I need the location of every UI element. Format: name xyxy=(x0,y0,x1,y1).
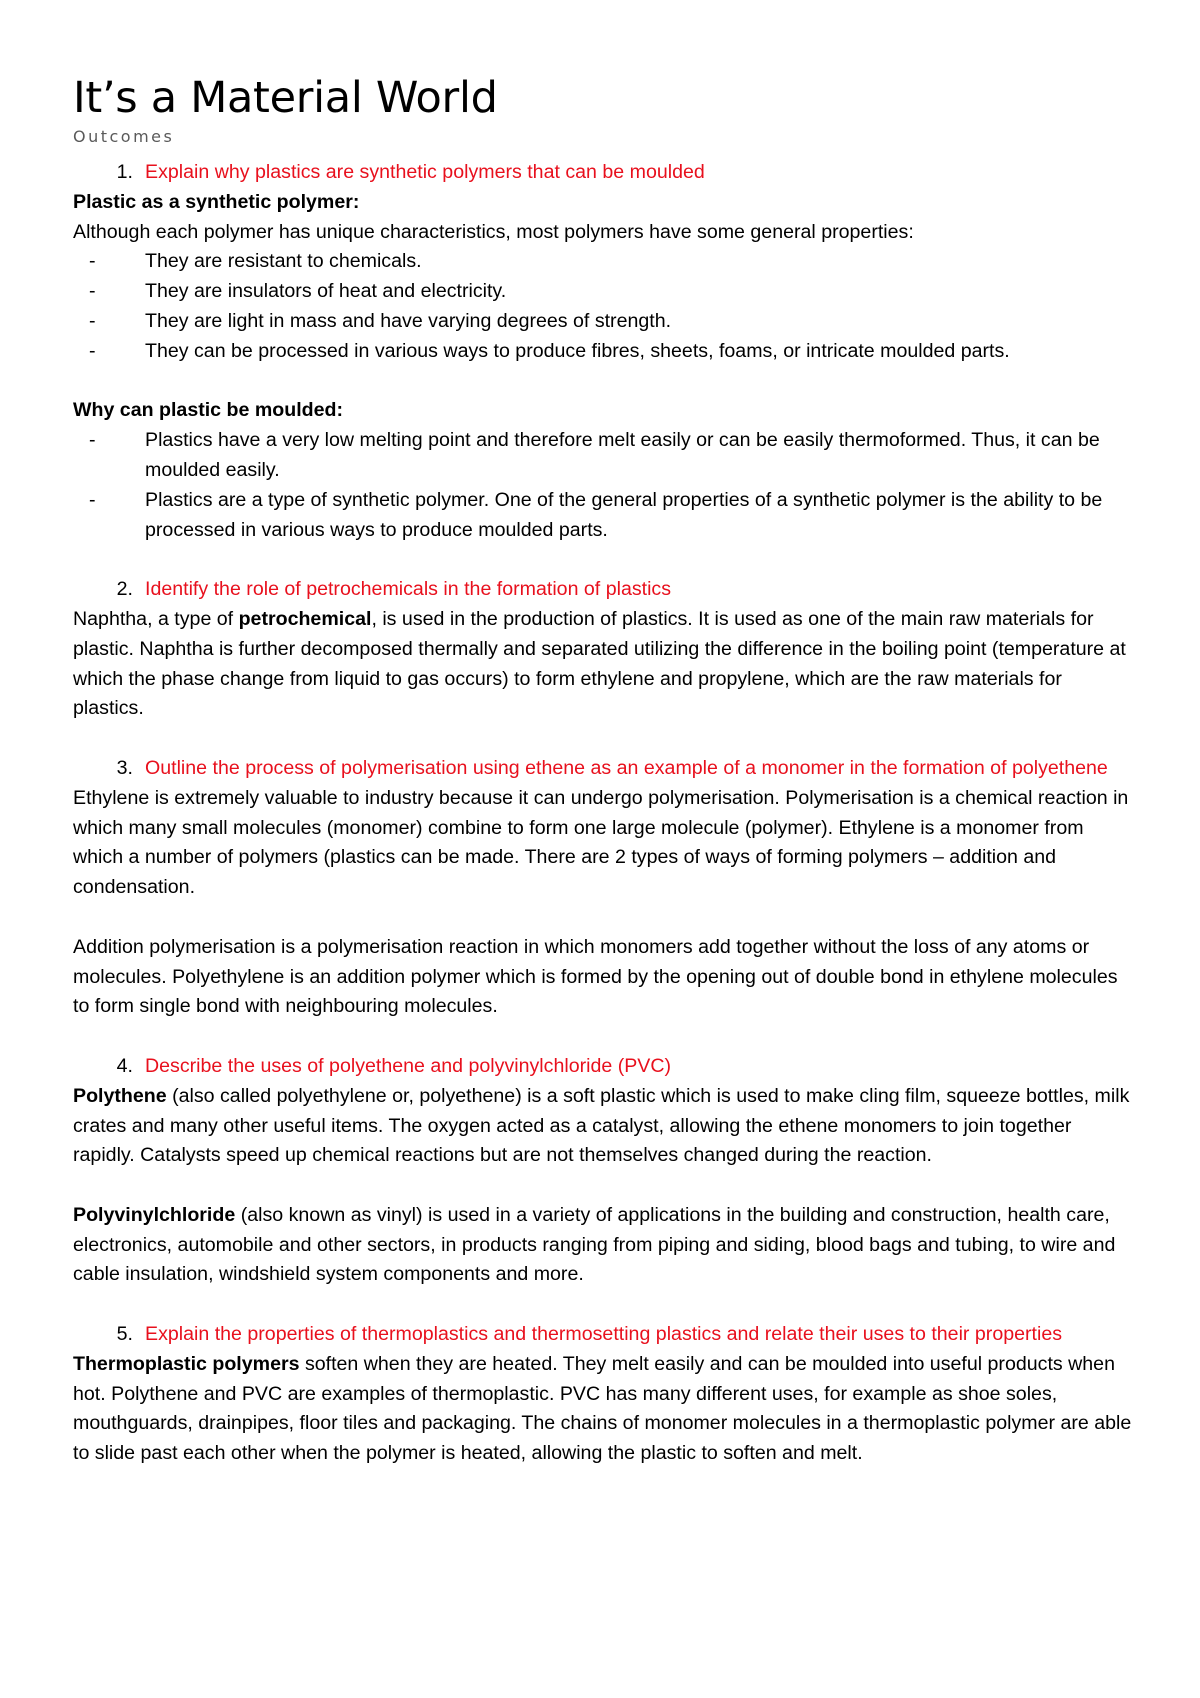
outcome-number: 3. xyxy=(116,756,133,779)
list-dash: - xyxy=(89,488,96,511)
document-page xyxy=(73,72,1133,1469)
outcome-number: 1. xyxy=(116,161,133,183)
subheading-why-moulded: Why can plastic be moulded: xyxy=(73,399,343,422)
list-item: - Plastics have a very low melting point and therefore melt easily or can be easily thermoformed. Thus, it can be moulded easily. xyxy=(73,426,1133,486)
outcome-1-heading xyxy=(73,158,1133,188)
paragraph-addition-polymerisation: Addition polymerisation is a polymerisation reaction in which monomers add together without the loss of any atoms or molecules. Polyethylene is an addition polymer which is formed by the opening out of double bond in ethylene molecules to form single bond with neighbouring molecules. xyxy=(73,935,1118,1018)
list-dash: - xyxy=(89,309,96,332)
paragraph-ethylene: Ethylene is extremely valuable to industry because it can undergo polymerisation. Polymerisation is a chemical reaction in which many small molecules (monomer) combine to form one large molecule (polymer). Ethylene is a monomer from which a number of polymers (plastics can be made. There are 2 types of ways of forming polymers – addition and condensation. xyxy=(73,786,1129,899)
moulded-reasons-list xyxy=(73,426,1133,545)
document-body xyxy=(73,158,1133,1469)
list-item: - They are light in mass and have varying degrees of strength. xyxy=(73,307,1133,337)
list-dash: - xyxy=(89,250,96,273)
list-dash: - xyxy=(89,280,96,303)
outcome-heading-text: Explain the properties of thermoplastics and thermosetting plastics and relate their uses to their properties xyxy=(145,1323,1063,1346)
outcome-heading-text: Outline the process of polymerisation using ethene as an example of a monomer in the formation of polyethene xyxy=(145,756,1108,779)
list-item: - They are resistant to chemicals. xyxy=(73,247,1133,277)
list-dash: - xyxy=(89,429,96,452)
subheading-synthetic-polymer: Plastic as a synthetic polymer: xyxy=(73,190,360,213)
paragraph-naphtha: Naphtha, a type of petrochemical, is used in the production of plastics. It is used as one of the main raw materials for plastic. Naphtha is further decomposed thermally and separated utilizing the difference in the boiling point (temperature at which the phase change from liquid to gas occurs) to form ethylene and propylene, which are the raw materials for plastics. xyxy=(73,607,1126,720)
document-subtitle: Outcomes xyxy=(73,127,175,146)
list-item: - They are insulators of heat and electricity. xyxy=(73,277,1133,307)
list-item: - Plastics are a type of synthetic polymer. One of the general properties of a synthetic polymer is the ability to be processed in various ways to produce moulded parts. xyxy=(73,486,1133,546)
outcome-heading-text: Identify the role of petrochemicals in the formation of plastics xyxy=(145,578,672,601)
outcome-heading-text: Explain why plastics are synthetic polymers that can be moulded xyxy=(145,161,705,183)
paragraph-intro: Although each polymer has unique characteristics, most polymers have some general properties: xyxy=(73,220,914,243)
outcome-2-heading xyxy=(73,575,1133,605)
outcome-4-heading xyxy=(73,1052,1133,1082)
properties-list xyxy=(73,247,1133,366)
outcome-number: 2. xyxy=(116,578,133,601)
outcome-heading-text: Describe the uses of polyethene and polyvinylchloride (PVC) xyxy=(145,1054,672,1077)
outcome-number: 5. xyxy=(116,1323,133,1346)
paragraph-thermoplastic: Thermoplastic polymers soften when they are heated. They melt easily and can be moulded into useful products when hot. Polythene and PVC are examples of thermoplastic. PVC has many different uses, for example as shoe soles, mouthguards, drainpipes, floor tiles and packaging. The chains of monomer molecules in a thermoplastic polymer are able to slide past each other when the polymer is heated, allowing the plastic to soften and melt. xyxy=(73,1352,1132,1465)
list-item: - They can be processed in various ways to produce fibres, sheets, foams, or intricate moulded parts. xyxy=(73,337,1133,367)
outcome-3-heading xyxy=(73,754,1133,784)
list-dash: - xyxy=(89,339,96,362)
outcome-5-heading xyxy=(73,1320,1133,1350)
outcome-number: 4. xyxy=(116,1054,133,1077)
document-title: It’s a Material World xyxy=(73,73,498,123)
paragraph-pvc: Polyvinylchloride (also known as vinyl) is used in a variety of applications in the building and construction, health care, electronics, automobile and other sectors, in products ranging from piping and siding, blood bags and tubing, to wire and cable insulation, windshield system components and more. xyxy=(73,1203,1116,1286)
paragraph-polythene: Polythene (also called polyethylene or, polyethene) is a soft plastic which is used to make cling film, squeeze bottles, milk crates and many other useful items. The oxygen acted as a catalyst, allowing the ethene monomers to join together rapidly. Catalysts speed up chemical reactions but are not themselves changed during the reaction. xyxy=(73,1084,1130,1167)
